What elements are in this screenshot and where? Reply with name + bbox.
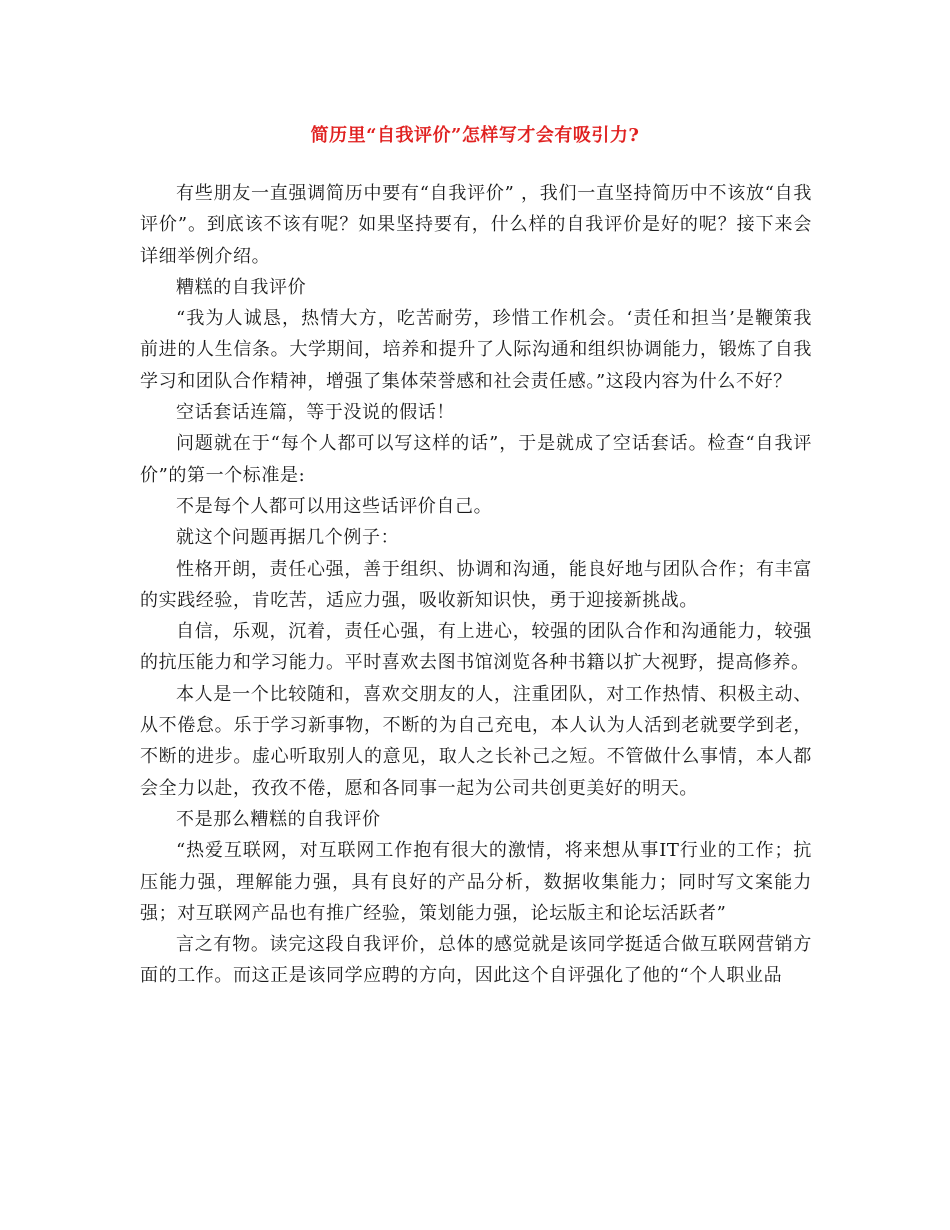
section-heading-bad-evaluation: 糟糕的自我评价: [176, 276, 307, 298]
bad-example-quote: “我为人诚恳，热情大方，吃苦耐劳，珍惜工作机会。‘责任和担当’是鞭策我前进的人生信条。大学期间，培养和提升了人际沟通和组织协调能力，锻炼了自我学习和团队合作精神，增强了集体荣誉感和社会责任感。”这段内容为什么不好？: [140, 308, 812, 392]
section-heading-better-evaluation: 不是那么糟糕的自我评价: [176, 808, 381, 830]
good-example-quote: “热爱互联网，对互联网工作抱有很大的激情，将来想从事IT行业的工作；抗压能力强，理解能力强，具有良好的产品分析，数据收集能力；同时写文案能力强；对互联网产品也有推广经验，策划能力强，论坛版主和论坛活跃者”: [140, 840, 812, 924]
body-paragraph: 问题就在于“每个人都可以写这样的话”，于是就成了空话套话。检查“自我评价”的第一个标准是:: [140, 433, 812, 486]
document-title: 简历里“自我评价”怎样写才会有吸引力?: [310, 125, 640, 146]
example-paragraph: 本人是一个比较随和，喜欢交朋友的人，注重团队，对工作热情、积极主动、从不倦怠。乐于学习新事物，不断的为自己充电，本人认为人活到老就要学到老，不断的进步。虚心听取别人的意见，取人之长补己之短。不管做什么事情，本人都会全力以赴，孜孜不倦，愿和各同事一起为公司共创更美好的明天。: [140, 683, 812, 799]
intro-paragraph: 有些朋友一直强调简历中要有“自我评价” ，我们一直坚持简历中不该放“自我评价”。到底该不该有呢？如果坚持要有，什么样的自我评价是好的呢？接下来会详细举例介绍。: [140, 183, 812, 267]
body-paragraph: 言之有物。读完这段自我评价，总体的感觉就是该同学挺适合做互联网营销方面的工作。而这正是该同学应聘的方向，因此这个自评强化了他的“个人职业品: [140, 934, 812, 987]
example-paragraph: 性格开朗，责任心强，善于组织、协调和沟通，能良好地与团队合作；有丰富的实践经验，肯吃苦，适应力强，吸收新知识快，勇于迎接新挑战。: [140, 558, 812, 611]
document-body: [140, 178, 812, 992]
body-paragraph: 不是每个人都可以用这些话评价自己。: [176, 495, 493, 517]
example-paragraph: 自信，乐观，沉着，责任心强，有上进心，较强的团队合作和沟通能力，较强的抗压能力和学习能力。平时喜欢去图书馆浏览各种书籍以扩大视野，提高修养。: [140, 621, 812, 674]
body-paragraph: 空话套话连篇，等于没说的假话！: [176, 402, 455, 424]
body-paragraph: 就这个问题再据几个例子：: [176, 527, 400, 549]
